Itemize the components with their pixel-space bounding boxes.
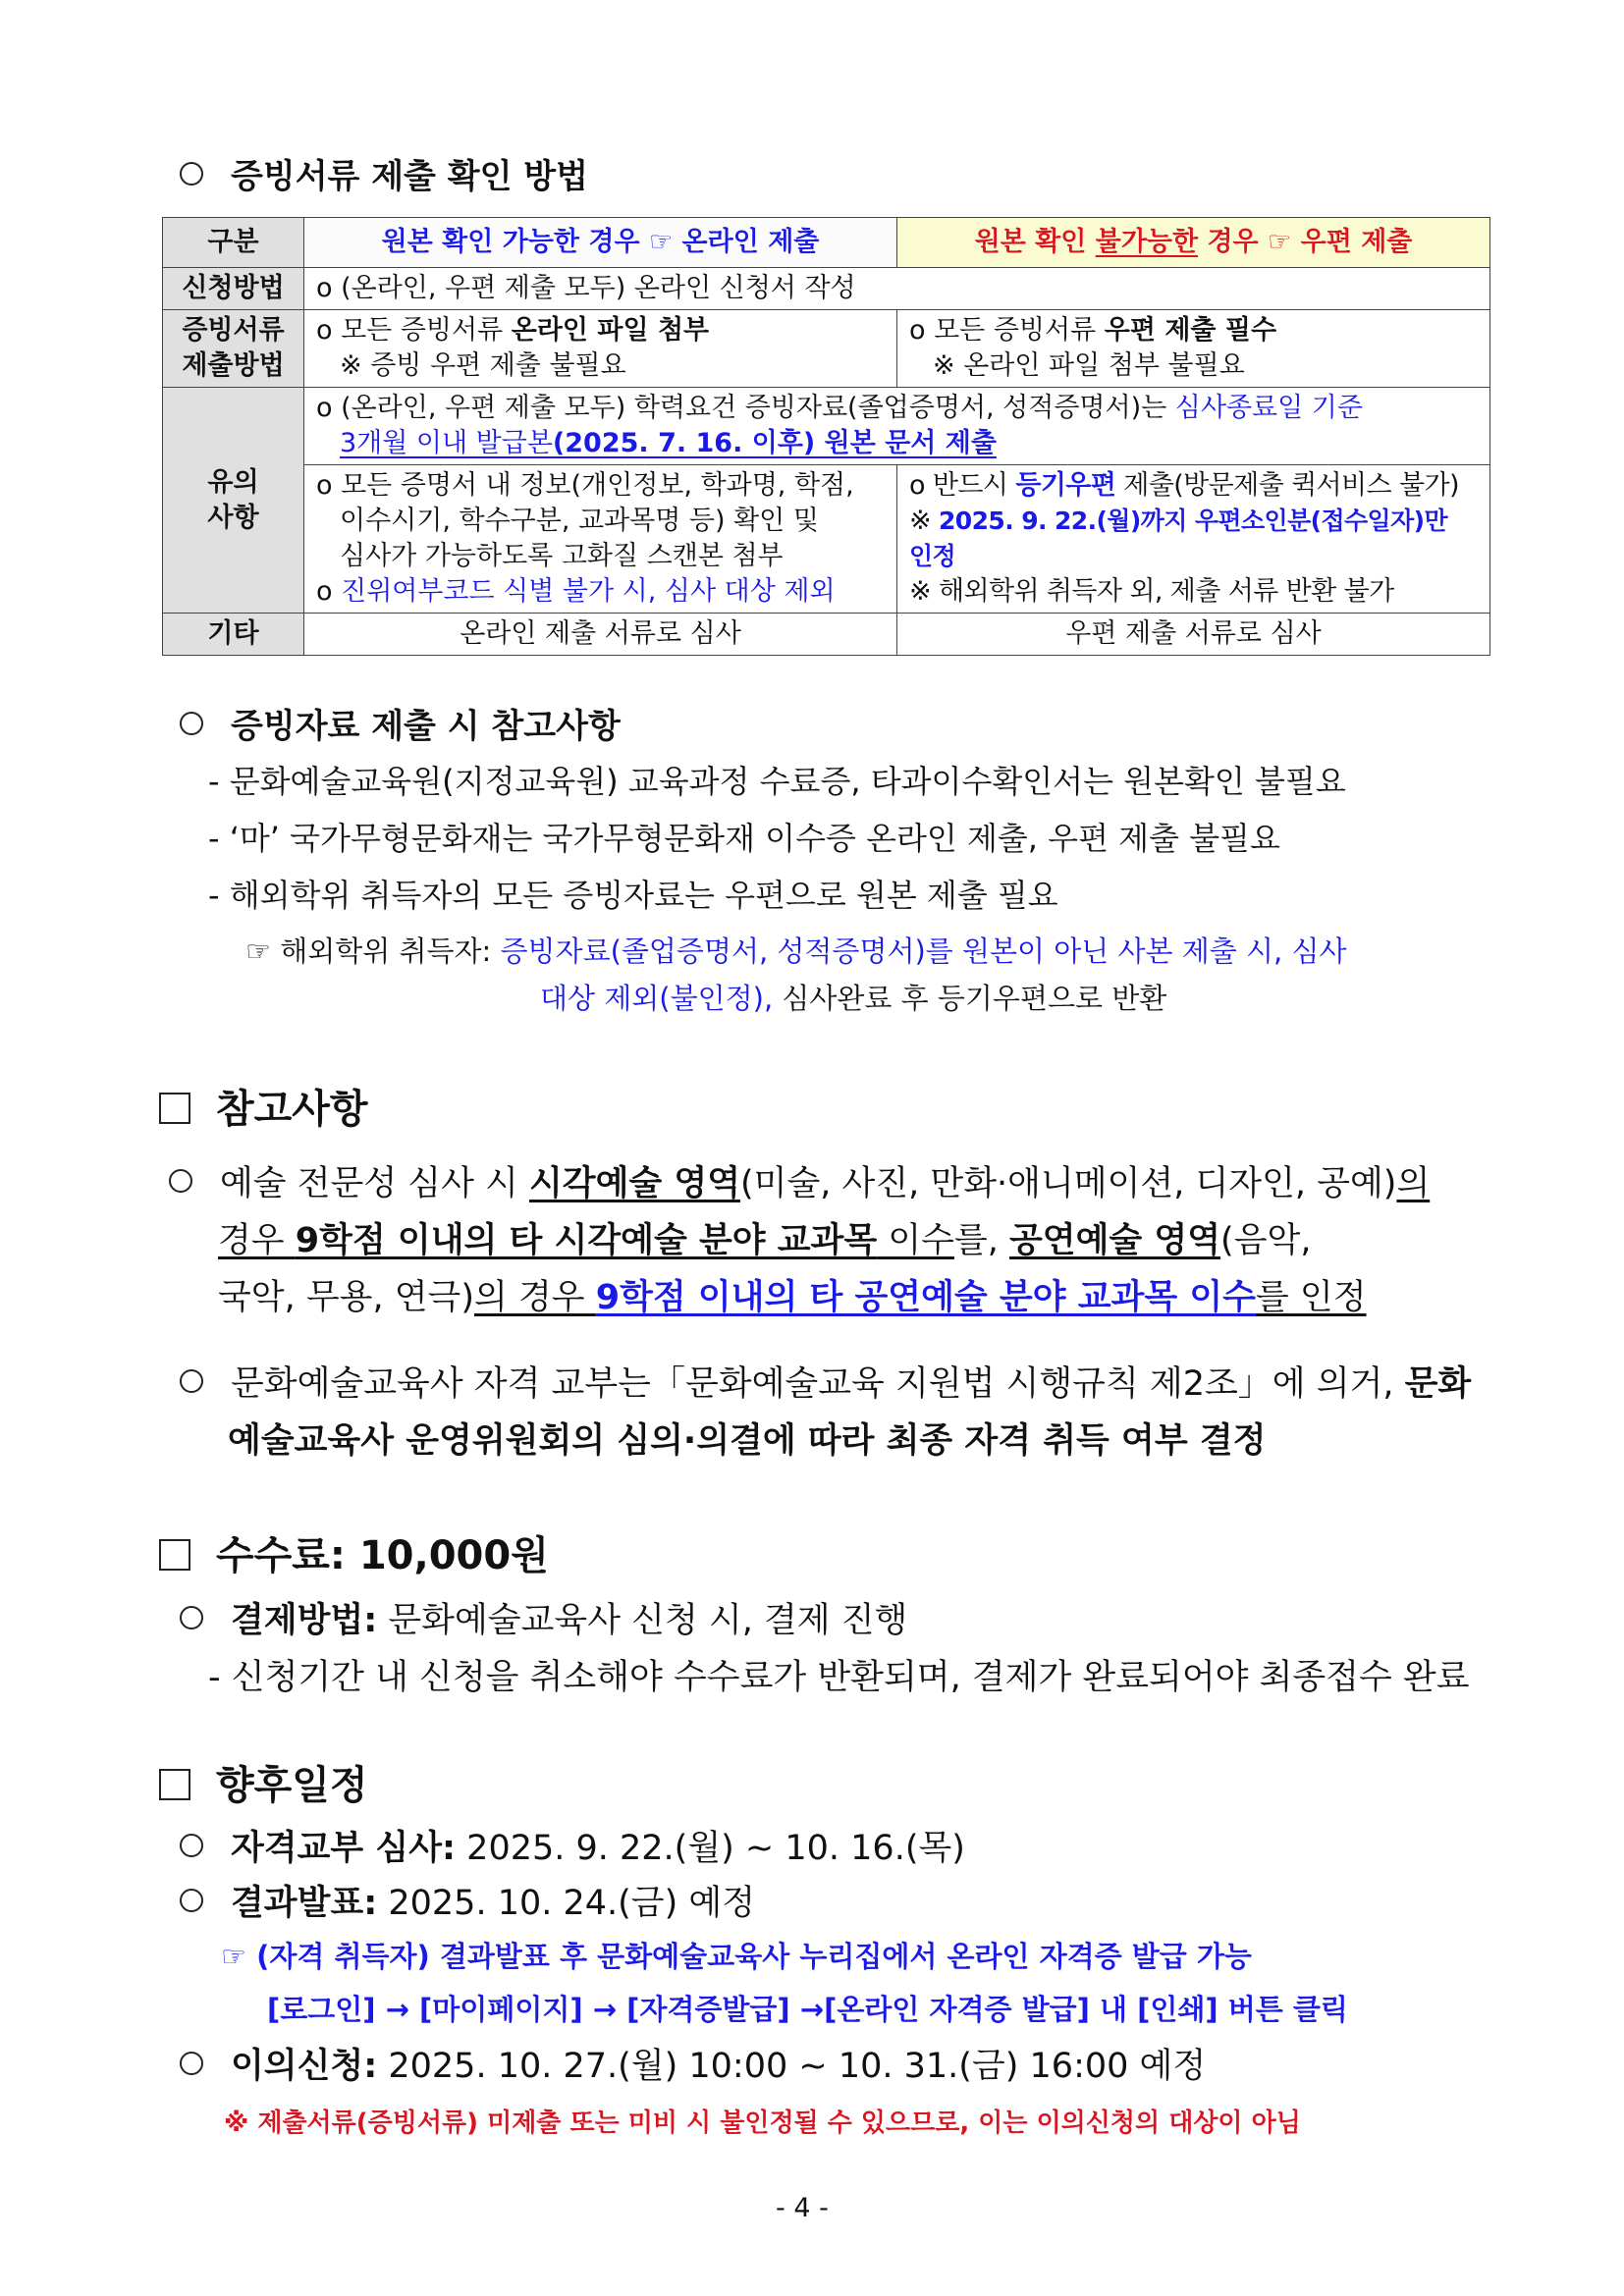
paragraph: 결제방법: 문화예술교육사 신청 시, 결제 진행: [180, 1593, 907, 1642]
paragraph: 문화예술교육사 자격 교부는「문화예술교육 지원법 시행규칙 제2조」에 의거, 문화: [180, 1357, 1471, 1406]
section-title-references: 참고사항: [159, 1078, 368, 1134]
table-row: [163, 310, 1490, 388]
table-row: [163, 465, 1490, 614]
note-line: ☞ 해외학위 취득자: 증빙자료(졸업증명서, 성적증명서)를 원본이 아닌 사본 제출 시, 심사: [245, 934, 1347, 968]
circle-bullet-icon: [169, 1169, 192, 1193]
schedule-item: 결과발표: 2025. 10. 24.(금) 예정: [180, 1876, 755, 1925]
paragraph-line: 국악, 무용, 연극)의 경우 9학점 이내의 타 공연예술 분야 교과목 이수를 인정: [218, 1278, 1367, 1317]
circle-bullet-icon: [180, 1606, 203, 1629]
circle-bullet-icon: [180, 2052, 203, 2075]
schedule-item: 이의신청: 2025. 10. 27.(월) 10:00 ~ 10. 31.(금) 16:00 예정: [180, 2039, 1206, 2088]
list-item: - 해외학위 취득자의 모든 증빙자료는 우편으로 원본 제출 필요: [208, 877, 1058, 914]
list-item: - ‘마’ 국가무형문화재는 국가무형문화재 이수증 온라인 제출, 우편 제출 불필요: [208, 820, 1280, 857]
section-title-fee: 수수료: 10,000원: [159, 1524, 549, 1580]
table-row: [163, 614, 1490, 656]
table-row: [163, 268, 1490, 310]
table-row: [163, 388, 1490, 465]
row-cell: o 모든 증빙서류 우편 제출 필수 ※ 온라인 파일 첨부 불필요: [897, 310, 1490, 388]
square-bullet-icon: [159, 1539, 190, 1571]
square-bullet-icon: [159, 1769, 190, 1800]
paragraph-line: 경우 9학점 이내의 타 시각예술 분야 교과목 이수를, 공연예술 영역(음악,: [218, 1221, 1312, 1260]
list-item: - 신청기간 내 신청을 취소해야 수수료가 반환되며, 결제가 완료되어야 최종접수 완료: [208, 1658, 1470, 1697]
row-cell: 우편 제출 서류로 심사: [897, 614, 1490, 656]
note-line: 대상 제외(불인정), 심사완료 후 등기우편으로 반환: [540, 982, 1167, 1015]
circle-bullet-icon: [180, 1834, 203, 1857]
row-cell: 온라인 제출 서류로 심사: [304, 614, 897, 656]
warning-note: ※ 제출서류(증빙서류) 미제출 또는 미비 시 불인정될 수 있으므로, 이는 이의신청의 대상이 아님: [224, 2109, 1301, 2138]
header-online: 원본 확인 가능한 경우 ☞ 온라인 제출: [304, 218, 897, 268]
note-line: ☞ (자격 취득자) 결과발표 후 문화예술교육사 누리집에서 온라인 자격증 발급 가능: [221, 1940, 1252, 1973]
schedule-item: 자격교부 심사: 2025. 9. 22.(월) ~ 10. 16.(목): [180, 1821, 965, 1870]
row-cell: o (온라인, 우편 제출 모두) 온라인 신청서 작성: [304, 268, 1490, 310]
paragraph-line: 예술교육사 운영위원회의 심의·의결에 따라 최종 자격 취득 여부 결정: [228, 1421, 1267, 1461]
row-cell: o 모든 증명서 내 정보(개인정보, 학과명, 학점, 이수시기, 학수구분, 교과목명 등) 확인 및 심사가 가능하도록 고화질 스캔본 첨부 o 진위여부코드 식별 불가 시, 심사 대상 제외: [304, 465, 897, 614]
row-label: 증빙서류 제출방법: [163, 310, 304, 388]
circle-bullet-icon: [180, 162, 203, 186]
row-label: 신청방법: [163, 268, 304, 310]
list-item: - 문화예술교육원(지정교육원) 교육과정 수료증, 타과이수확인서는 원본확인 불필요: [208, 763, 1346, 800]
row-cell: o (온라인, 우편 제출 모두) 학력요건 증빙자료(졸업증명서, 성적증명서)는 심사종료일 기준 3개월 이내 발급본(2025. 7. 16. 이후) 원본 문서 제출: [304, 388, 1490, 465]
circle-bullet-icon: [180, 1889, 203, 1912]
header-post: 원본 확인 불가능한 경우 ☞ 우편 제출: [897, 218, 1490, 268]
row-label: 유의 사항: [163, 388, 304, 614]
circle-bullet-icon: [180, 712, 203, 735]
section-title-proof-notes: 증빙자료 제출 시 참고사항: [180, 699, 621, 747]
table-header-row: [163, 218, 1490, 268]
proof-submission-table: [162, 217, 1490, 656]
row-label: 기타: [163, 614, 304, 656]
row-cell: o 모든 증빙서류 온라인 파일 첨부 ※ 증빙 우편 제출 불필요: [304, 310, 897, 388]
row-cell: o 반드시 등기우편 제출(방문제출 퀵서비스 불가) ※ 2025. 9. 22.(월)까지 우편소인분(접수일자)만 인정 ※ 해외학위 취득자 외, 제출 서류 반환 불가: [897, 465, 1490, 614]
paragraph: 예술 전문성 심사 시 시각예술 영역(미술, 사진, 만화·애니메이션, 디자인, 공예)의: [169, 1156, 1430, 1205]
page-number: - 4 -: [776, 2193, 829, 2223]
section-title-proof-methods: 증빙서류 제출 확인 방법: [180, 149, 588, 197]
square-bullet-icon: [159, 1093, 190, 1124]
header-label: 구분: [163, 218, 304, 268]
section-title-schedule: 향후일정: [159, 1754, 368, 1810]
note-line: [로그인] → [마이페이지] → [자격증발급] →[온라인 자격증 발급] 내 [인쇄] 버튼 클릭: [267, 1993, 1348, 2026]
circle-bullet-icon: [180, 1369, 203, 1393]
